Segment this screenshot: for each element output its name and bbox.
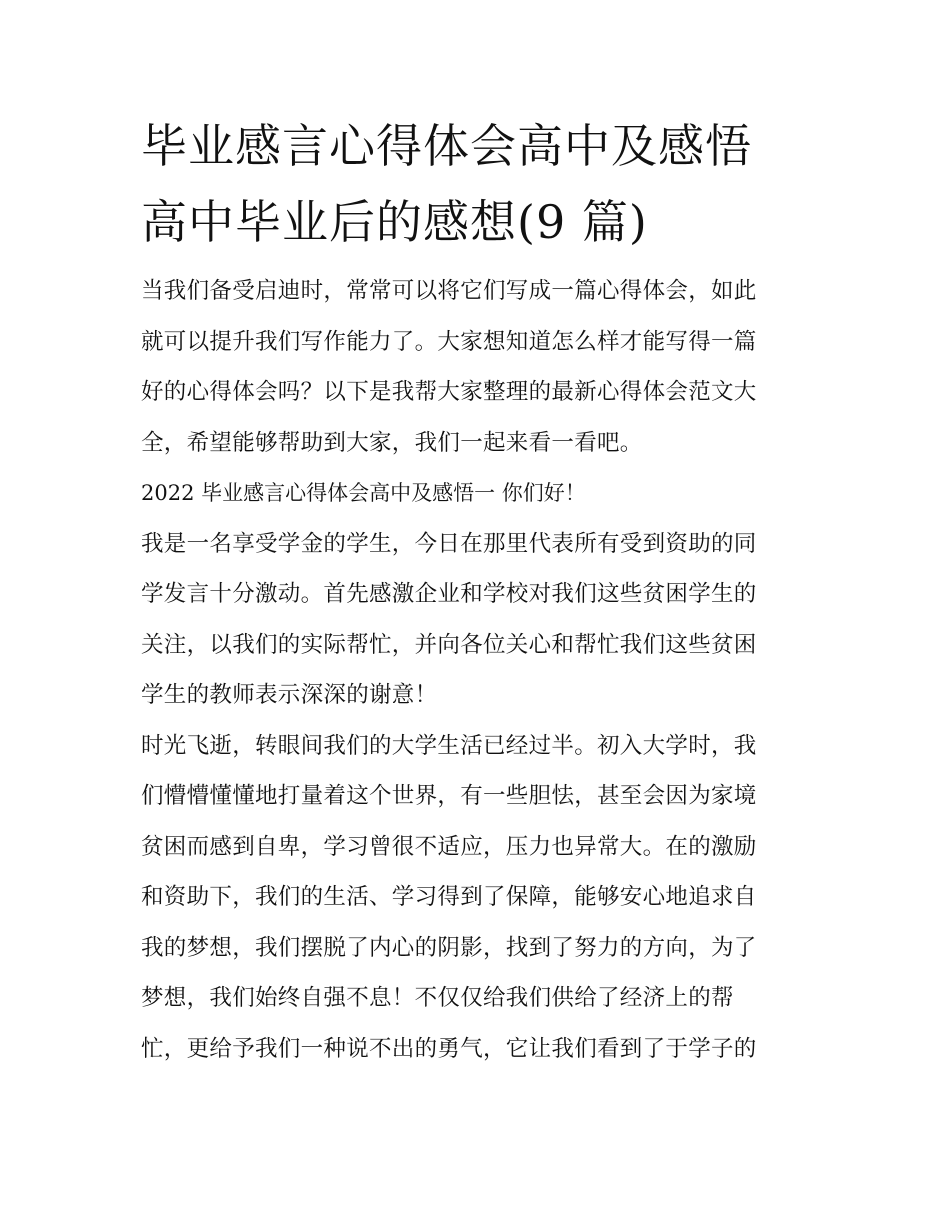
intro-paragraph <box>141 266 811 468</box>
body-paragraph <box>141 519 811 721</box>
text-line: 贫困而感到自卑，学习曾很不适应，压力也异常大。在的激励 <box>141 833 757 860</box>
body-paragraph <box>141 721 811 1075</box>
document-page <box>141 108 811 1074</box>
text-line: 就可以提升我们写作能力了。大家想知道怎么样才能写得一篇 <box>141 328 757 355</box>
section-heading: 2022 毕业感言心得体会高中及感悟一 你们好！ <box>141 481 586 505</box>
text-line: 好的心得体会吗？以下是我帮大家整理的最新心得体会范文大 <box>141 379 757 405</box>
text-line: 学生的教师表示深深的谢意！ <box>141 682 438 708</box>
text-line: 全，希望能够帮助到大家，我们一起来看一看吧。 <box>141 429 643 456</box>
text-line: 忙，更给予我们一种说不出的勇气，它让我们看到了于学子的 <box>141 1035 757 1062</box>
text-line: 关注，以我们的实际帮忙，并向各位关心和帮忙我们这些贫困 <box>141 631 757 658</box>
document-title <box>141 108 811 260</box>
text-line: 时光飞逝，转眼间我们的大学生活已经过半。初入大学时，我 <box>141 732 757 759</box>
title-line: 高中毕业后的感想(9 篇) <box>141 195 648 249</box>
text-line: 学发言十分激动。首先感激企业和学校对我们这些贫困学生的 <box>141 581 757 607</box>
text-line: 当我们备受启迪时，常常可以将它们写成一篇心得体会，如此 <box>141 278 757 304</box>
text-line: 我的梦想，我们摆脱了内心的阴影，找到了努力的方向，为了 <box>141 934 757 961</box>
text-line: 梦想，我们始终自强不息！不仅仅给我们供给了经济上的帮 <box>141 985 734 1011</box>
text-line: 和资助下，我们的生活、学习得到了保障，能够安心地追求自 <box>141 884 757 910</box>
text-line: 我是一名享受学金的学生，今日在那里代表所有受到资助的同 <box>141 530 757 557</box>
title-line: 毕业感言心得体会高中及感悟 <box>141 119 752 173</box>
document-body <box>141 266 811 1074</box>
text-line: 们懵懵懂懂地打量着这个世界，有一些胆怯，甚至会因为家境 <box>141 783 757 809</box>
